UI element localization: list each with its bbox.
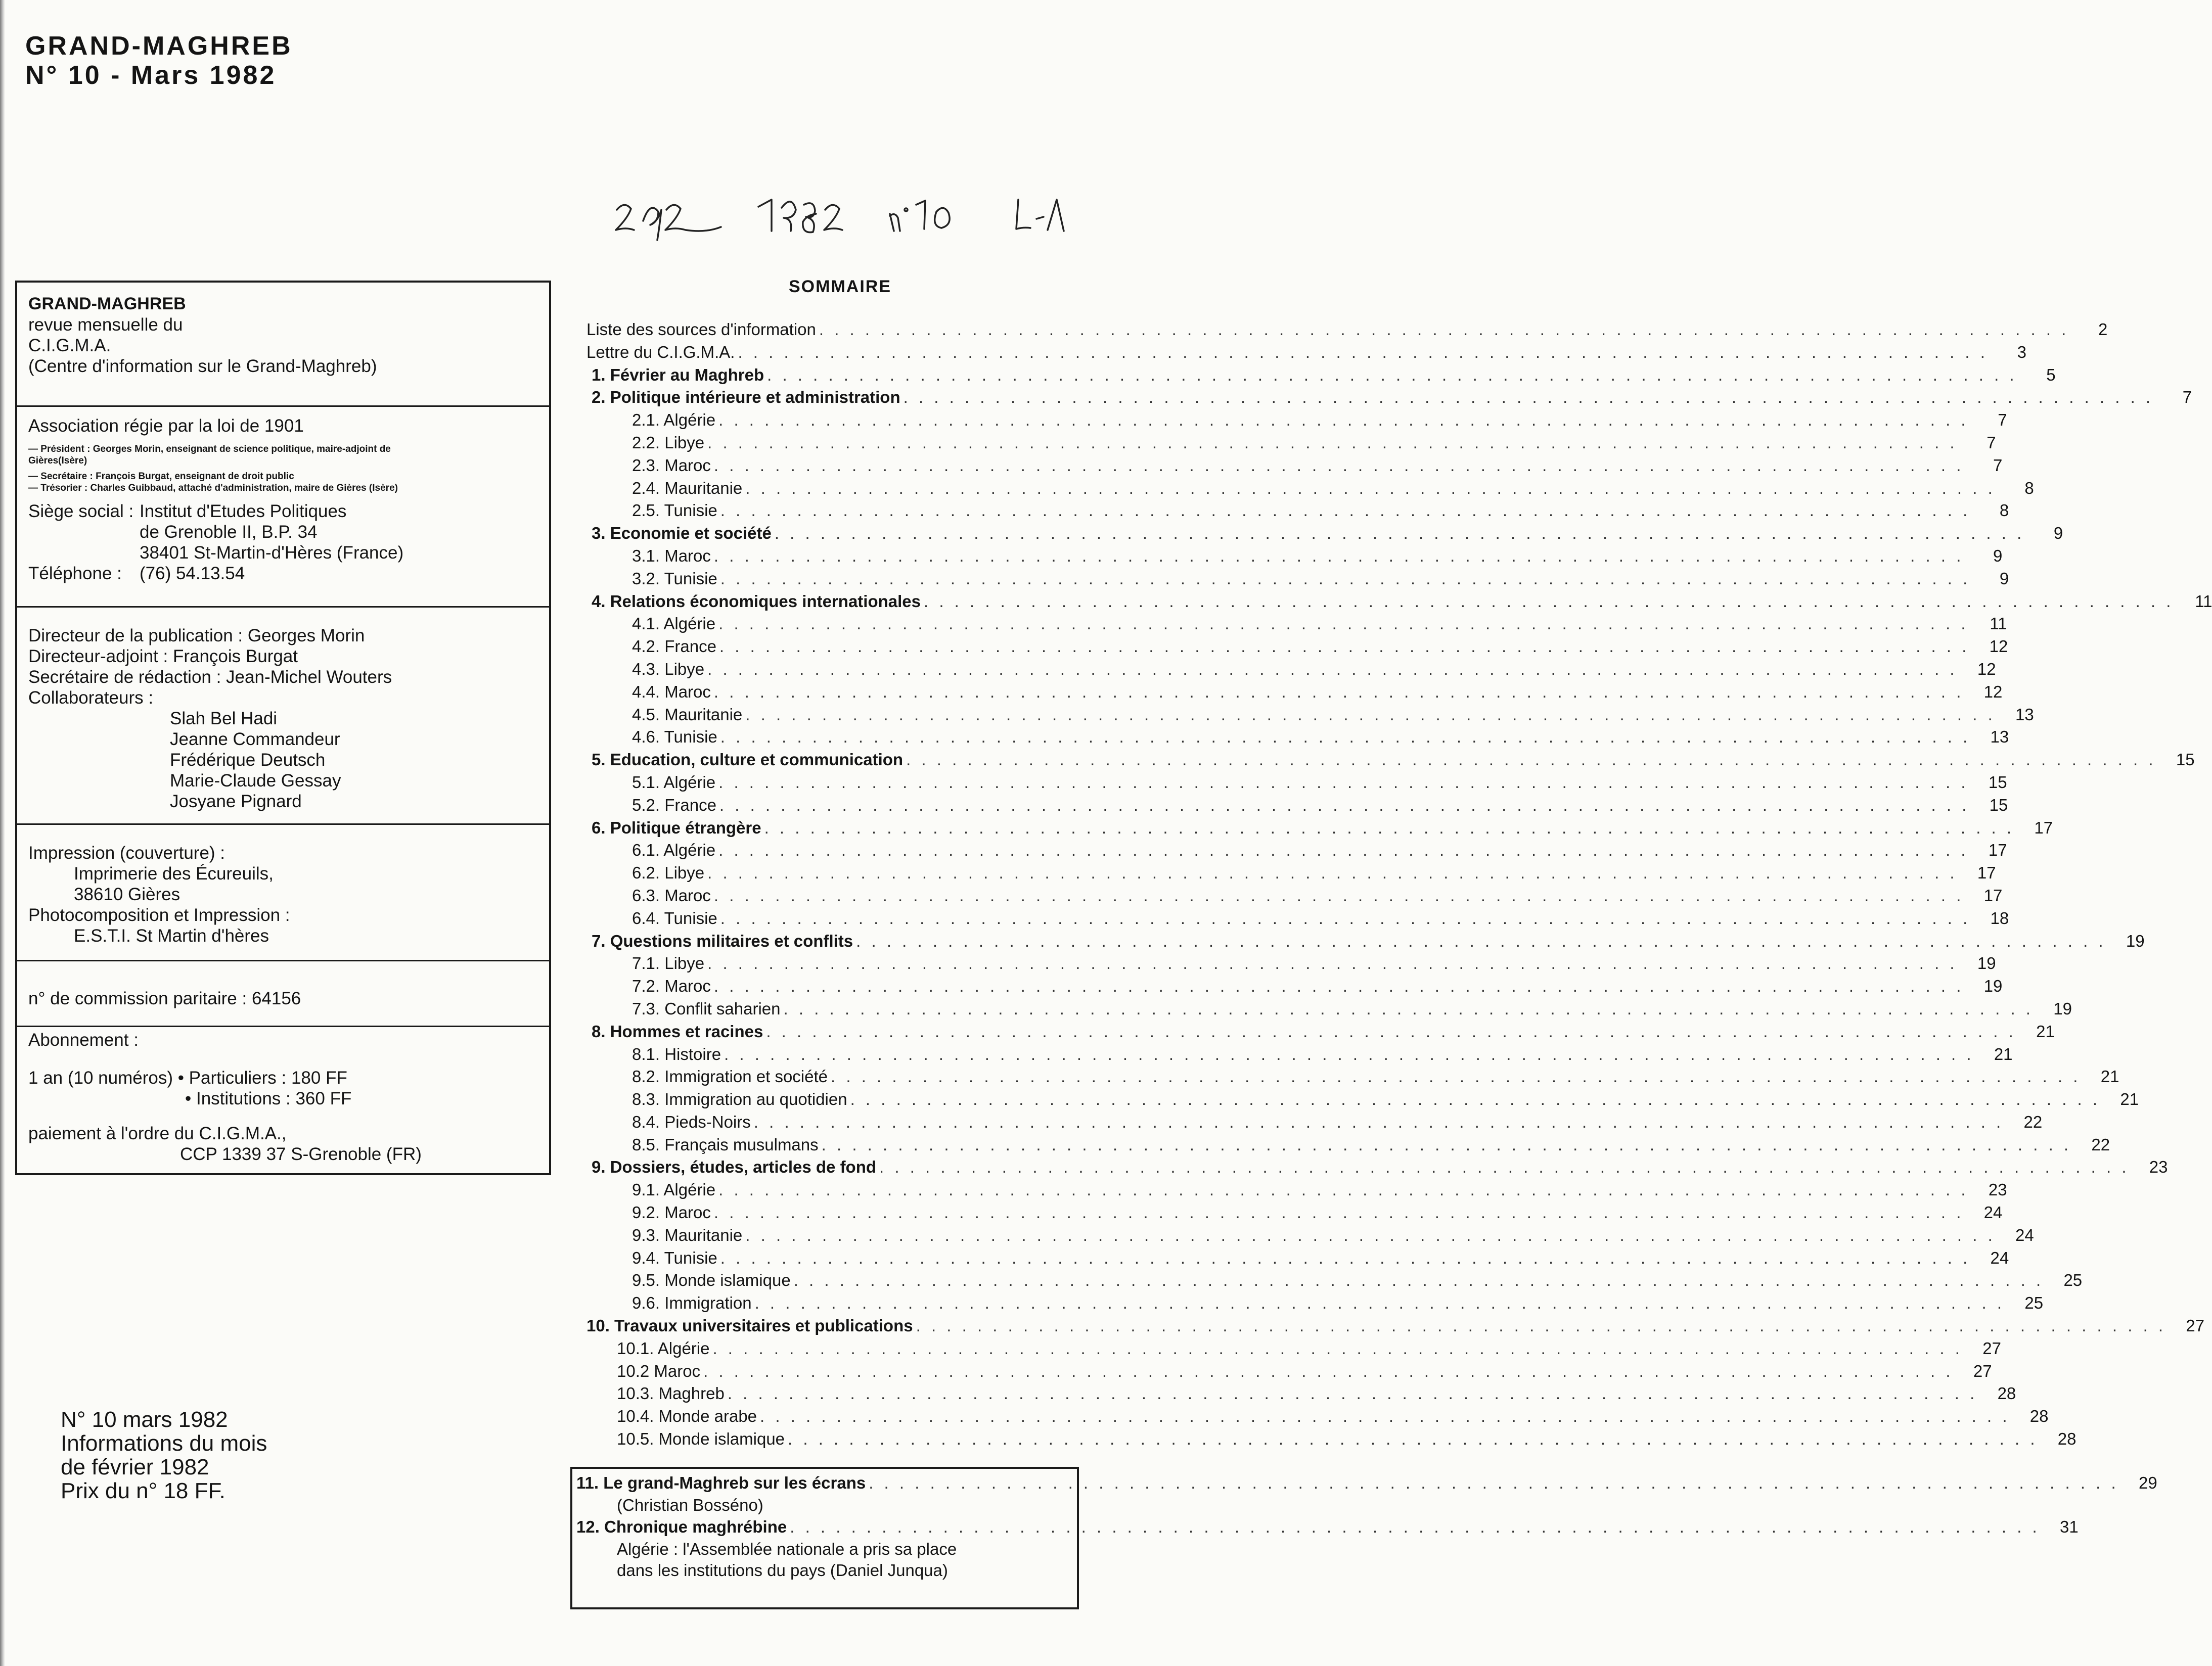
toc-entry[interactable] [586, 749, 2195, 771]
toc-entry-page: 28 [1997, 1384, 2016, 1403]
collaborator: Slah Bel Hadi [170, 709, 278, 728]
toc-entry[interactable] [586, 952, 1996, 975]
issue-month: Informations du mois [61, 1431, 267, 1456]
toc-entry-label: 4.5. Mauritanie [632, 705, 743, 724]
toc-entry-page: 7 [2182, 388, 2192, 407]
toc-entry[interactable] [586, 1292, 2044, 1315]
toc-leader-dots [742, 1224, 1998, 1247]
toc-entry-page: 15 [1988, 772, 2007, 792]
masthead-issue: N° 10 - Mars 1982 [25, 61, 277, 90]
toc-entry-page: 21 [1994, 1044, 2013, 1063]
toc-entry-label: 8.5. Français musulmans [632, 1135, 819, 1154]
toc-entry[interactable] [586, 1428, 2076, 1451]
photocomposition-label: Photocomposition et Impression : [28, 905, 290, 925]
toc-entry-page: 9 [2053, 524, 2063, 543]
toc-entry[interactable] [586, 499, 2009, 522]
toc-entry-page: 5 [2046, 365, 2056, 384]
toc-entry[interactable] [586, 590, 2212, 613]
toc-entry-page: 12 [1989, 637, 2008, 656]
toc-entry-label: 3. Economie et société [592, 524, 772, 543]
toc-leader-dots [781, 998, 2037, 1021]
toc-entry-page: 25 [2024, 1293, 2044, 1313]
toc-leader-dots [711, 1201, 1967, 1224]
toc-entry[interactable] [586, 477, 2034, 500]
toc-entry-label: 8.1. Histoire [632, 1044, 721, 1063]
toc-leader-dots [725, 1382, 1980, 1405]
toc-leader-dots [876, 1156, 2132, 1179]
toc-entry-label: 3.2. Tunisie [632, 569, 717, 588]
collaborator: Jeanne Commandeur [170, 729, 340, 749]
issue-price: Prix du n° 18 FF. [61, 1478, 225, 1503]
toc-entry-label: 7. Questions militaires et conflits [592, 931, 853, 950]
subscription-label: Abonnement : [28, 1030, 139, 1050]
info-title: GRAND-MAGHREB [28, 294, 186, 313]
toc-entry-label: 10.3. Maghreb [617, 1384, 725, 1403]
toc-entry-page: 27 [1973, 1361, 1992, 1380]
toc-entry-page: 19 [2126, 931, 2145, 950]
toc-entry-page: 13 [1990, 727, 2009, 747]
toc-entry-label: 6.2. Libye [632, 863, 705, 883]
toc-entry-page: 24 [1983, 1203, 2003, 1222]
toc-entry-page: 17 [1988, 841, 2007, 860]
toc-entry-page: 12 [1983, 682, 2003, 701]
toc-entry-page: 8 [1999, 501, 2009, 520]
toc-entry[interactable] [586, 522, 2063, 545]
scan-edge-shadow [0, 0, 5, 1666]
toc-entry-page: 21 [2100, 1067, 2119, 1086]
printing-section [17, 843, 549, 946]
issue-number: N° 10 mars 1982 [61, 1407, 228, 1432]
toc-entry-page: 8 [2024, 478, 2034, 497]
toc-entry-page: 25 [2063, 1271, 2083, 1290]
siege-line-3: 38401 St-Martin-d'Hères (France) [140, 543, 404, 563]
toc-entry[interactable] [586, 1043, 2013, 1066]
toc-entry-12-desc-2: dans les institutions du pays (Daniel Junqua) [617, 1560, 948, 1580]
printing-cover-city: 38610 Gières [74, 885, 180, 904]
siege-line-2: de Grenoble II, B.P. 34 [140, 522, 318, 542]
toc-entry-label: 2.1. Algérie [632, 410, 716, 430]
toc-entry-page: 7 [1993, 455, 2003, 475]
toc-entry-label: 2. Politique intérieure et administration [592, 388, 900, 407]
toc-entry[interactable] [586, 1360, 1992, 1383]
toc-entry-label: 5. Education, culture et communication [592, 750, 904, 769]
toc-entry-12[interactable] [576, 1516, 2079, 1539]
toc-leader-dots [715, 1179, 1971, 1201]
toc-entry[interactable] [586, 318, 2108, 341]
toc-entry[interactable] [586, 930, 2145, 953]
toc-entry-page: 28 [2057, 1429, 2076, 1449]
toc-entry-page: 27 [2186, 1316, 2205, 1335]
toc-entry[interactable] [586, 364, 2056, 387]
masthead-title: GRAND-MAGHREB [25, 31, 293, 61]
info-divider [17, 405, 549, 407]
toc-leader-dots [717, 499, 1973, 522]
toc-leader-dots [716, 794, 1972, 817]
toc-entry-label: 10.4. Monde arabe [617, 1407, 757, 1426]
toc-entry[interactable] [586, 771, 2007, 794]
toc-leader-dots [704, 432, 1960, 454]
toc-leader-dots [715, 409, 1971, 432]
toc-entry-page: 21 [2120, 1090, 2139, 1109]
toc-leader-dots [717, 568, 1973, 590]
toc-entry-label: 4. Relations économiques internationales [592, 591, 921, 611]
toc-entry-label: 9.6. Immigration [632, 1293, 752, 1313]
siege-row [28, 501, 538, 522]
toc-entry-11-author: (Christian Bosséno) [617, 1495, 763, 1514]
toc-entry-page: 12 [1977, 659, 1996, 678]
toc-entry-label: 6. Politique étrangère [592, 818, 761, 837]
toc-leader-dots [704, 658, 1960, 681]
toc-entry-page: 19 [1983, 977, 2003, 996]
toc-entry-page: 17 [2034, 818, 2053, 837]
toc-entry-label: 4.4. Maroc [632, 682, 711, 701]
toc-entry-page: 3 [2017, 342, 2026, 361]
toc-entry-page: 18 [1990, 908, 2009, 928]
toc-entry-label: 9.2. Maroc [632, 1203, 711, 1222]
toc-entry-page: 17 [1977, 863, 1996, 883]
toc-entry-label: 5.2. France [632, 795, 716, 814]
toc-leader-dots [721, 1043, 1977, 1066]
info-divider [17, 606, 549, 608]
toc-entry-page: 19 [1977, 954, 1996, 973]
toc-leader-dots [772, 522, 2027, 545]
toc-leader-dots [828, 1066, 2084, 1088]
toc-entry-label: 7.3. Conflit saharien [632, 999, 781, 1018]
toc-entry[interactable] [586, 1134, 2110, 1156]
toc-entry-label: Lettre du C.I.G.M.A. [586, 342, 735, 361]
staff-secretary: Secrétaire de rédaction : Jean-Michel Wouters [28, 667, 392, 687]
toc-entry[interactable] [586, 862, 1996, 885]
toc-entry-page: 11 [2195, 591, 2212, 611]
toc-leader-dots [717, 1247, 1973, 1270]
toc-leader-dots [921, 590, 2177, 613]
toc-leader-dots [866, 1472, 2121, 1495]
toc-leader-dots [763, 1021, 2019, 1043]
siege-line-1: Institut d'Etudes Politiques [140, 501, 347, 521]
toc-entry-page: 21 [2036, 1022, 2055, 1041]
masthead-info-box [15, 281, 551, 1175]
toc-leader-dots [704, 862, 1960, 885]
toc-entry-label: 4.2. France [632, 637, 716, 656]
toc-entry[interactable] [586, 635, 2008, 658]
toc-entry[interactable] [586, 1066, 2119, 1088]
toc-entry-12-desc-1: Algérie : l'Assemblée nationale a pris sa place [617, 1539, 957, 1558]
toc-entry-page: 15 [2176, 750, 2195, 769]
toc-leader-dots [787, 1516, 2043, 1539]
staff-section [17, 625, 549, 812]
toc-entry-label: 12. Chronique maghrébine [576, 1517, 787, 1536]
toc-leader-dots [704, 952, 1960, 975]
toc-entry[interactable] [586, 454, 2003, 477]
toc-entry[interactable] [586, 1224, 2034, 1247]
toc-entry-page: 13 [2015, 705, 2034, 724]
toc-entry-label: 9.3. Mauritanie [632, 1225, 743, 1244]
toc-leader-dots [757, 1405, 2013, 1428]
toc-entry-label: 2.2. Libye [632, 433, 705, 452]
toc-leader-dots [751, 1111, 2007, 1134]
toc-entry-11[interactable] [576, 1472, 2157, 1495]
toc-entry-page: 9 [1999, 569, 2009, 588]
toc-entry-page: 24 [2015, 1225, 2034, 1244]
info-subtitle-1: revue mensuelle du [28, 315, 183, 335]
toc-entry-label: 2.5. Tunisie [632, 501, 717, 520]
photocomposition-name: E.S.T.I. St Martin d'hères [74, 926, 269, 946]
toc-entry-page: 28 [2029, 1407, 2049, 1426]
toc-entry[interactable] [586, 794, 2008, 817]
toc-entry-label: 10. Travaux universitaires et publications [586, 1316, 913, 1335]
toc-entry-label: 8.3. Immigration au quotidien [632, 1090, 847, 1109]
info-header [17, 294, 549, 377]
toc-leader-dots [853, 930, 2109, 953]
masthead [25, 31, 293, 90]
toc-entry-page: 15 [1989, 795, 2008, 814]
toc-entry-label: 9.1. Algérie [632, 1180, 716, 1199]
officer-president-cont: Gières(Isère) [28, 455, 87, 466]
toc-leader-dots [900, 386, 2156, 409]
toc-entry-label: 9. Dossiers, études, articles de fond [592, 1158, 877, 1177]
toc-entry-label: 6.1. Algérie [632, 841, 716, 860]
collaborator: Marie-Claude Gessay [170, 771, 341, 791]
toc-entry-page: 29 [2138, 1473, 2157, 1492]
printing-cover-name: Imprimerie des Écureuils, [74, 864, 274, 884]
toc-entry-page: 7 [1998, 410, 2007, 430]
toc-entry-page: 22 [2091, 1135, 2110, 1154]
toc-leader-dots [819, 1134, 2074, 1156]
toc-leader-dots [711, 975, 1967, 998]
toc-leader-dots [913, 1315, 2169, 1337]
association-section [17, 415, 549, 584]
toc-entry-label: 9.4. Tunisie [632, 1248, 717, 1267]
toc-entry[interactable] [586, 1382, 2016, 1405]
toc-entry-page: 19 [2053, 999, 2072, 1018]
toc-entry-page: 9 [1993, 546, 2003, 565]
toc-entry-label: 3.1. Maroc [632, 546, 711, 565]
toc-entry-label: 2.3. Maroc [632, 455, 711, 475]
toc-entry[interactable] [586, 817, 2053, 840]
toc-entry[interactable] [586, 1405, 2049, 1428]
toc-entry-page: 7 [1987, 433, 1996, 452]
subscription-section [17, 1030, 549, 1165]
toc-entry[interactable] [586, 1269, 2083, 1292]
toc-entry-label: 6.4. Tunisie [632, 908, 717, 928]
toc-leader-dots [709, 1337, 1965, 1360]
payment-line-2: CCP 1339 37 S-Grenoble (FR) [180, 1144, 422, 1164]
staff-director: Directeur de la publication : Georges Morin [28, 626, 365, 645]
info-subtitle-3: (Centre d'information sur le Grand-Maghreb) [28, 356, 377, 376]
toc-entry-label: 8.2. Immigration et société [632, 1067, 828, 1086]
toc-entry[interactable] [586, 839, 2007, 862]
telephone-number: (76) 54.13.54 [140, 564, 245, 583]
toc-entry-page: 23 [2149, 1158, 2168, 1177]
subscription-individuals: 1 an (10 numéros) • Particuliers : 180 FF [28, 1068, 347, 1088]
toc-entry-label: 8.4. Pieds-Noirs [632, 1112, 751, 1131]
toc-entry-page: 27 [1982, 1338, 2001, 1358]
commission-section [17, 988, 549, 1009]
toc-entry[interactable] [586, 681, 2003, 704]
toc-leader-dots [711, 454, 1967, 477]
toc-leader-dots [816, 318, 2072, 341]
toc-entry-label: 10.2 Maroc [617, 1361, 701, 1380]
info-divider [17, 1026, 549, 1027]
toc-entry-label: 7.2. Maroc [632, 977, 711, 996]
issue-info [61, 1408, 267, 1503]
toc-leader-dots [847, 1088, 2103, 1111]
toc-entry[interactable] [586, 1156, 2168, 1179]
toc-leader-dots [711, 545, 1967, 568]
toc-entry-label: 4.3. Libye [632, 659, 705, 678]
toc-entry-page: 24 [1990, 1248, 2009, 1267]
officer-president: — Président : Georges Morin, enseignant de science politique, maire-adjoint de [28, 444, 391, 454]
toc-leader-dots [717, 726, 1973, 749]
subscription-institutions: • Institutions : 360 FF [185, 1089, 352, 1108]
toc-entry[interactable] [586, 1021, 2055, 1043]
toc-entry[interactable] [586, 998, 2072, 1021]
toc-entry-label: 6.3. Maroc [632, 886, 711, 905]
toc-entry[interactable] [586, 545, 2003, 568]
toc-leader-dots [711, 885, 1967, 907]
toc-leader-dots [715, 771, 1971, 794]
toc-entry[interactable] [586, 568, 2009, 590]
toc-entry[interactable] [586, 1315, 2205, 1337]
toc-leader-dots [742, 477, 1998, 500]
association-line: Association régie par la loi de 1901 [28, 416, 304, 436]
toc-leader-dots [785, 1428, 2041, 1451]
toc-entry-label: 7.1. Libye [632, 954, 705, 973]
telephone-label: Téléphone : [28, 564, 122, 583]
toc-leader-dots [716, 635, 1972, 658]
toc-entry[interactable] [586, 1111, 2043, 1134]
toc-entry[interactable] [586, 1247, 2009, 1270]
toc-leader-dots [752, 1292, 2008, 1315]
toc-entry-label: Liste des sources d'information [586, 320, 816, 339]
info-subtitle-2: C.I.G.M.A. [28, 336, 111, 355]
toc-entry[interactable] [586, 975, 2003, 998]
toc-entry-label: 10.1. Algérie [617, 1338, 710, 1358]
toc-leader-dots [761, 817, 2017, 840]
toc-leader-dots [791, 1269, 2047, 1292]
toc-leader-dots [742, 704, 1998, 726]
toc-entry-label: 10.5. Monde islamique [617, 1429, 785, 1449]
collaborator: Frédérique Deutsch [170, 750, 326, 770]
toc-leader-dots [903, 749, 2159, 771]
toc-entry[interactable] [586, 726, 2009, 749]
info-divider [17, 823, 549, 825]
toc-entry[interactable] [586, 1179, 2007, 1201]
toc-entry-page: 17 [1983, 886, 2003, 905]
toc-entry-page: 23 [1988, 1180, 2007, 1199]
toc-entry-page: 2 [2098, 320, 2108, 339]
toc-entry[interactable] [586, 907, 2009, 930]
toc-entry[interactable] [586, 658, 1996, 681]
toc-entry[interactable] [586, 1337, 2001, 1360]
printing-cover-label: Impression (couverture) : [28, 843, 225, 863]
info-divider [17, 960, 549, 961]
officer-secretary: — Secrétaire : François Burgat, enseignant de droit public [28, 471, 294, 482]
toc-entry-label: 4.1. Algérie [632, 614, 716, 633]
toc-entry[interactable] [586, 613, 2007, 635]
toc-entry[interactable] [586, 1201, 2003, 1224]
toc-entry-page: 11 [1990, 614, 2007, 633]
toc-entry[interactable] [586, 409, 2007, 432]
toc-leader-dots [764, 364, 2020, 387]
toc-entry-label: 8. Hommes et racines [592, 1022, 763, 1041]
toc-leader-dots [735, 341, 1991, 364]
toc-entry[interactable] [586, 1088, 2139, 1111]
featured-sections [576, 1472, 2157, 1581]
issue-period: de février 1982 [61, 1455, 209, 1479]
toc-entry-page: 22 [2023, 1112, 2043, 1131]
commission-number: n° de commission paritaire : 64156 [28, 989, 301, 1008]
toc-leader-dots [715, 613, 1971, 635]
toc-entry[interactable] [586, 885, 2003, 907]
toc-entry[interactable] [586, 432, 1996, 454]
toc-entry-label: 4.6. Tunisie [632, 727, 717, 747]
collaborator: Josyane Pignard [170, 792, 302, 811]
toc-entry-label: 5.1. Algérie [632, 772, 716, 792]
siege-label: Siège social : [28, 501, 134, 521]
toc-entry-label: 1. Février au Maghreb [592, 365, 764, 384]
telephone-row [28, 563, 538, 584]
staff-deputy: Directeur-adjoint : François Burgat [28, 646, 298, 666]
toc-entry-label: 2.4. Mauritanie [632, 478, 743, 497]
officer-treasurer: — Trésorier : Charles Guibbaud, attaché d'administration, maire de Gières (Isère) [28, 483, 398, 493]
toc-entry[interactable] [586, 704, 2034, 726]
toc-leader-dots [715, 839, 1971, 862]
toc-entry-label: 9.5. Monde islamique [632, 1271, 791, 1290]
toc-entry[interactable] [586, 386, 2192, 409]
toc-entry-page: 31 [2060, 1517, 2079, 1536]
handwritten-note-graphic [607, 190, 1092, 245]
toc-entry[interactable] [586, 341, 2026, 364]
payment-line-1: paiement à l'ordre du C.I.G.M.A., [28, 1124, 287, 1143]
toc-leader-dots [717, 907, 1973, 930]
staff-collaborators-label: Collaborateurs : [28, 688, 154, 708]
toc-leader-dots [711, 681, 1967, 704]
toc-entry-label: 11. Le grand-Maghreb sur les écrans [576, 1473, 866, 1492]
sommaire-title: SOMMAIRE [789, 277, 891, 296]
table-of-contents [586, 318, 2212, 1451]
toc-leader-dots [700, 1360, 1956, 1383]
